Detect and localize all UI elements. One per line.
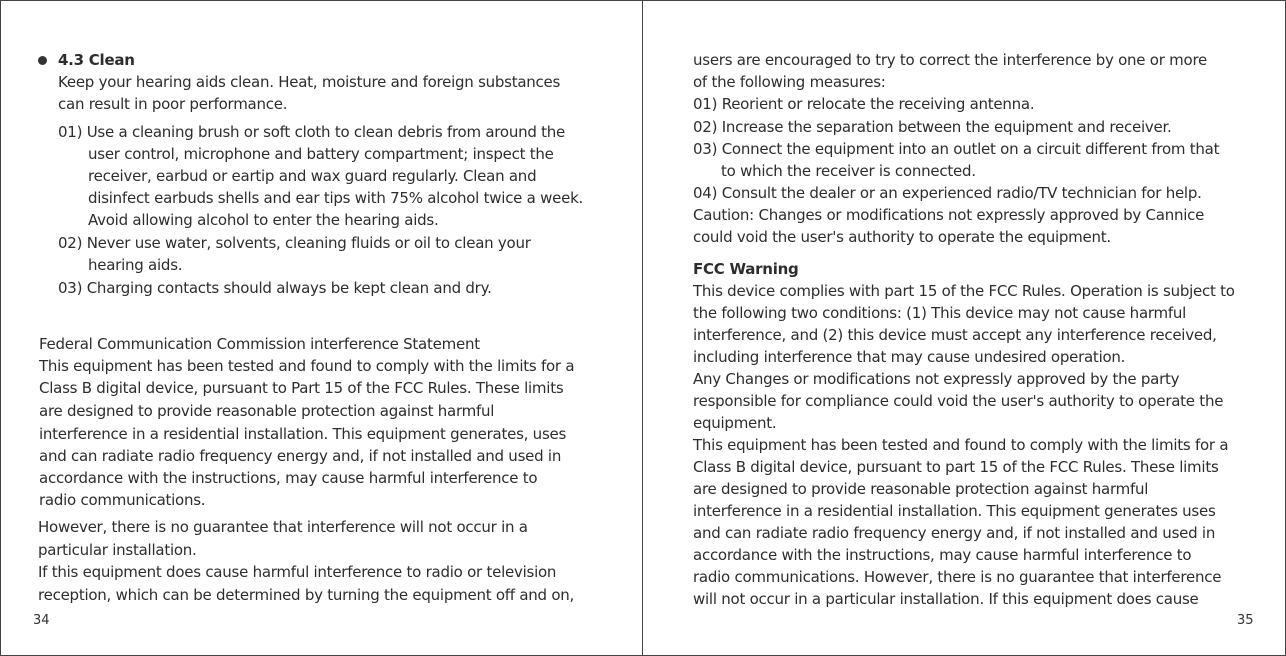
measures-line: could void the user's authority to operate the equipment. (693, 228, 1111, 246)
fcc-statement-line: This equipment has been tested and found to comply with the limits for a (39, 357, 575, 375)
clean-heading: 4.3 Clean (58, 51, 135, 69)
fcc-warning-line: Any Changes or modifications not expressly approved by the party (693, 370, 1180, 388)
clean-step-line: disinfect earbuds shells and ear tips with 75% alcohol twice a week. (88, 189, 584, 207)
page-number: 35 (1237, 613, 1254, 628)
measures-line: 04) Consult the dealer or an experienced radio/TV technician for help. (693, 184, 1202, 202)
fcc-statement-line: accordance with the instructions, may cause harmful interference to (39, 469, 538, 487)
fcc-warning-line: are designed to provide reasonable protection against harmful (693, 480, 1149, 498)
fcc-statement-line: particular installation. (38, 541, 197, 559)
fcc-warning-line: interference, and (2) this device must accept any interference received, (693, 326, 1217, 344)
fcc-statement-line: and can radiate radio frequency energy and, if not installed and used in (39, 447, 562, 465)
measures-line: to which the receiver is connected. (721, 162, 976, 180)
fcc-warning-line: This device complies with part 15 of the FCC Rules. Operation is subject to (693, 282, 1235, 300)
page-number: 34 (33, 613, 50, 628)
right-page (642, 0, 1286, 656)
clean-step-line: hearing aids. (88, 256, 183, 274)
clean-step-line: receiver, earbud or eartip and wax guard regularly. Clean and (88, 167, 537, 185)
measures-line: 02) Increase the separation between the equipment and receiver. (693, 118, 1172, 136)
fcc-warning-heading: FCC Warning (693, 260, 799, 278)
fcc-statement-line: interference in a residential installation. This equipment generates, uses (39, 425, 567, 443)
clean-intro-line: Keep your hearing aids clean. Heat, moisture and foreign substances (58, 73, 561, 91)
fcc-statement-line: are designed to provide reasonable protection against harmful (39, 402, 495, 420)
fcc-warning-line: accordance with the instructions, may cause harmful interference to (693, 546, 1192, 564)
measures-line: Caution: Changes or modifications not expressly approved by Cannice (693, 206, 1205, 224)
fcc-warning-line: responsible for compliance could void the user's authority to operate the (693, 392, 1224, 410)
measures-line: users are encouraged to try to correct the interference by one or more (693, 51, 1208, 69)
fcc-warning-line: interference in a residential installation. This equipment generates uses (693, 502, 1216, 520)
fcc-warning-line: including interference that may cause undesired operation. (693, 348, 1126, 366)
fcc-warning-line: the following two conditions: (1) This device may not cause harmful (693, 304, 1187, 322)
clean-intro-line: can result in poor performance. (58, 95, 288, 113)
fcc-statement-line: If this equipment does cause harmful interference to radio or television (38, 563, 557, 581)
clean-step-line: 02) Never use water, solvents, cleaning fluids or oil to clean your (58, 234, 531, 252)
fcc-warning-line: Class B digital device, pursuant to part 15 of the FCC Rules. These limits (693, 458, 1219, 476)
fcc-warning-line: equipment. (693, 414, 777, 432)
fcc-warning-line: This equipment has been tested and found to comply with the limits for a (693, 436, 1229, 454)
clean-step-line: 01) Use a cleaning brush or soft cloth to clean debris from around the (58, 123, 565, 141)
measures-line: 03) Connect the equipment into an outlet on a circuit different from that (693, 140, 1220, 158)
clean-step-line: Avoid allowing alcohol to enter the hearing aids. (88, 211, 439, 229)
fcc-warning-line: will not occur in a particular installation. If this equipment does cause (693, 590, 1199, 608)
fcc-statement-title: Federal Communication Commission interference Statement (39, 335, 480, 353)
fcc-statement-line: Class B digital device, pursuant to Part 15 of the FCC Rules. These limits (39, 379, 564, 397)
fcc-warning-line: and can radiate radio frequency energy and, if not installed and used in (693, 524, 1216, 542)
fcc-statement-line: radio communications. (39, 491, 206, 509)
measures-line: of the following measures: (693, 73, 886, 91)
clean-step-line: 03) Charging contacts should always be kept clean and dry. (58, 279, 492, 297)
fcc-statement-line: However, there is no guarantee that interference will not occur in a (38, 518, 528, 536)
measures-line: 01) Reorient or relocate the receiving antenna. (693, 95, 1035, 113)
clean-step-line: user control, microphone and battery compartment; inspect the (88, 145, 554, 163)
bullet-dot-icon (38, 56, 47, 65)
fcc-statement-line: reception, which can be determined by turning the equipment off and on, (38, 586, 575, 604)
fcc-warning-line: radio communications. However, there is no guarantee that interference (693, 568, 1222, 586)
